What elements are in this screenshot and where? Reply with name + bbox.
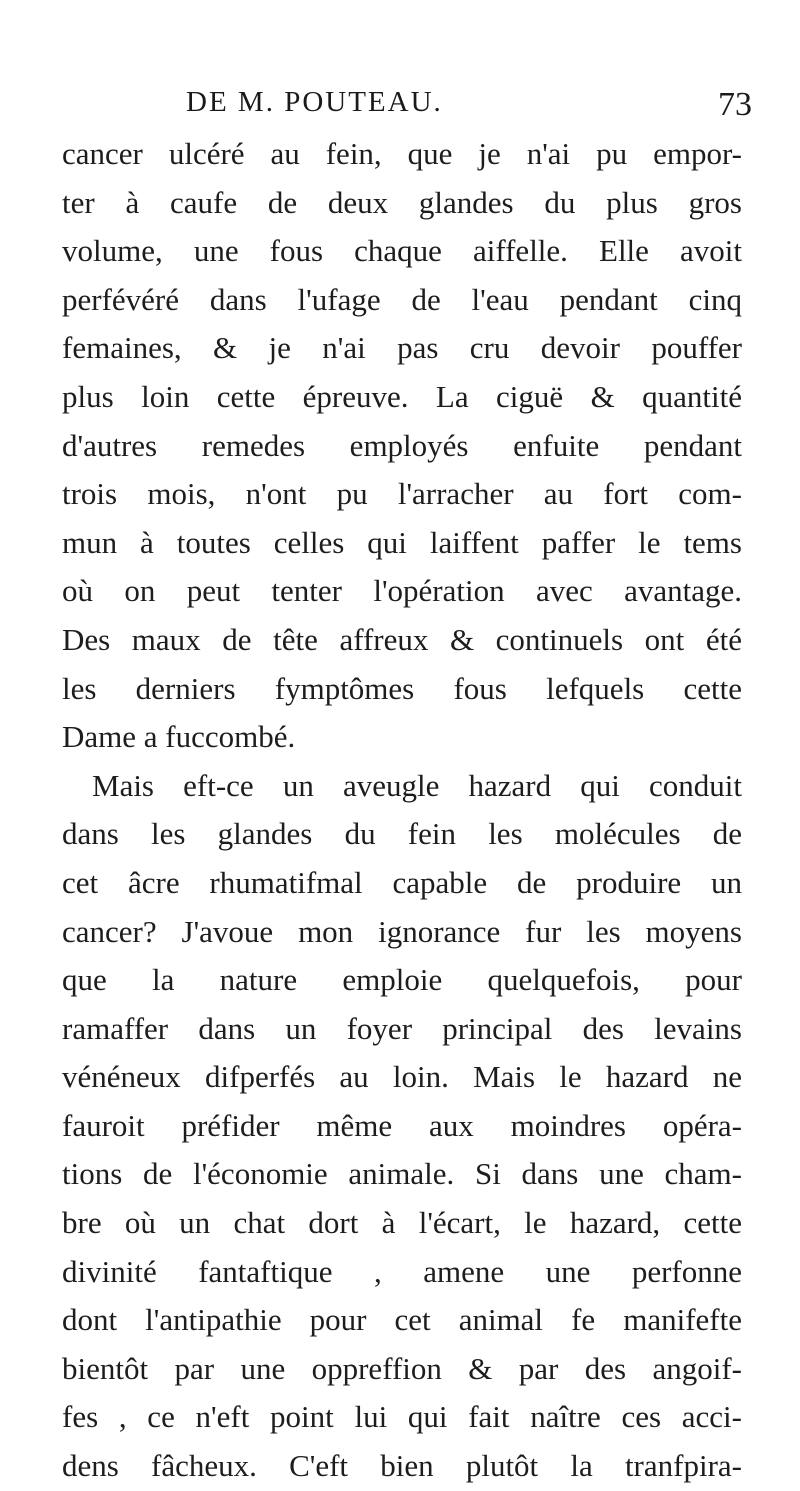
text-line-18: que la nature emploie quelquefois, pour xyxy=(62,962,742,998)
text-line-21: fauroit préfider même aux moindres opéra- xyxy=(62,1107,742,1143)
text-line-23: bre où un chat dort à l'écart, le hazard, cette xyxy=(62,1205,742,1241)
text-line-27: fes , ce n'eft point lui qui fait naître ces acci- xyxy=(62,1399,742,1435)
text-line-1: cancer ulcéré au fein, que je n'ai pu empor- xyxy=(62,136,742,171)
running-title: DE M. POUTEAU. xyxy=(186,86,443,118)
text-line-13: Dame a fuccombé. xyxy=(62,719,296,755)
text-line-19: ramaffer dans un foyer principal des levains xyxy=(62,1010,742,1046)
text-line-6: plus loin cette épreuve. La ciguë & quantité xyxy=(62,378,742,414)
text-line-5: femaines, & je n'ai pas cru devoir pouffer xyxy=(62,330,742,366)
text-line-28: dens fâcheux. C'eft bien plutôt la tranfpira- xyxy=(62,1448,742,1484)
text-line-15: dans les glandes du fein les molécules de xyxy=(62,816,742,852)
body-text xyxy=(62,130,742,1491)
page-number: 73 xyxy=(718,86,752,123)
text-line-24: divinité fantaftique , amene une perfonne xyxy=(62,1253,742,1289)
text-line-2: ter à caufe de deux glandes du plus gros xyxy=(62,184,742,220)
text-line-4: perfévéré dans l'ufage de l'eau pendant cinq xyxy=(62,281,742,317)
text-line-10: où on peut tenter l'opération avec avantage. xyxy=(62,573,742,609)
text-line-20: vénéneux difperfés au loin. Mais le hazard ne xyxy=(62,1059,742,1095)
text-line-14: Mais eft-ce un aveugle hazard qui conduit xyxy=(92,767,742,803)
text-line-16: cet âcre rhumatifmal capable de produire un xyxy=(62,864,742,900)
text-line-8: trois mois, n'ont pu l'arracher au fort com- xyxy=(62,476,742,512)
text-line-3: volume, une fous chaque aiffelle. Elle avoit xyxy=(62,233,742,269)
text-line-22: tions de l'économie animale. Si dans une cham- xyxy=(62,1156,742,1192)
text-line-9: mun à toutes celles qui laiffent paffer le tems xyxy=(62,524,742,560)
text-line-11: Des maux de tête affreux & continuels ont été xyxy=(62,621,742,657)
text-line-7: d'autres remedes employés enfuite pendant xyxy=(62,427,742,463)
text-line-17: cancer? J'avoue mon ignorance fur les moyens xyxy=(62,913,742,949)
text-line-26: bientôt par une oppreffion & par des angoif- xyxy=(62,1350,742,1386)
text-line-25: dont l'antipathie pour cet animal fe manifefte xyxy=(62,1302,742,1338)
running-head xyxy=(186,86,752,126)
text-line-12: les derniers fymptômes fous lefquels cette xyxy=(62,670,742,706)
